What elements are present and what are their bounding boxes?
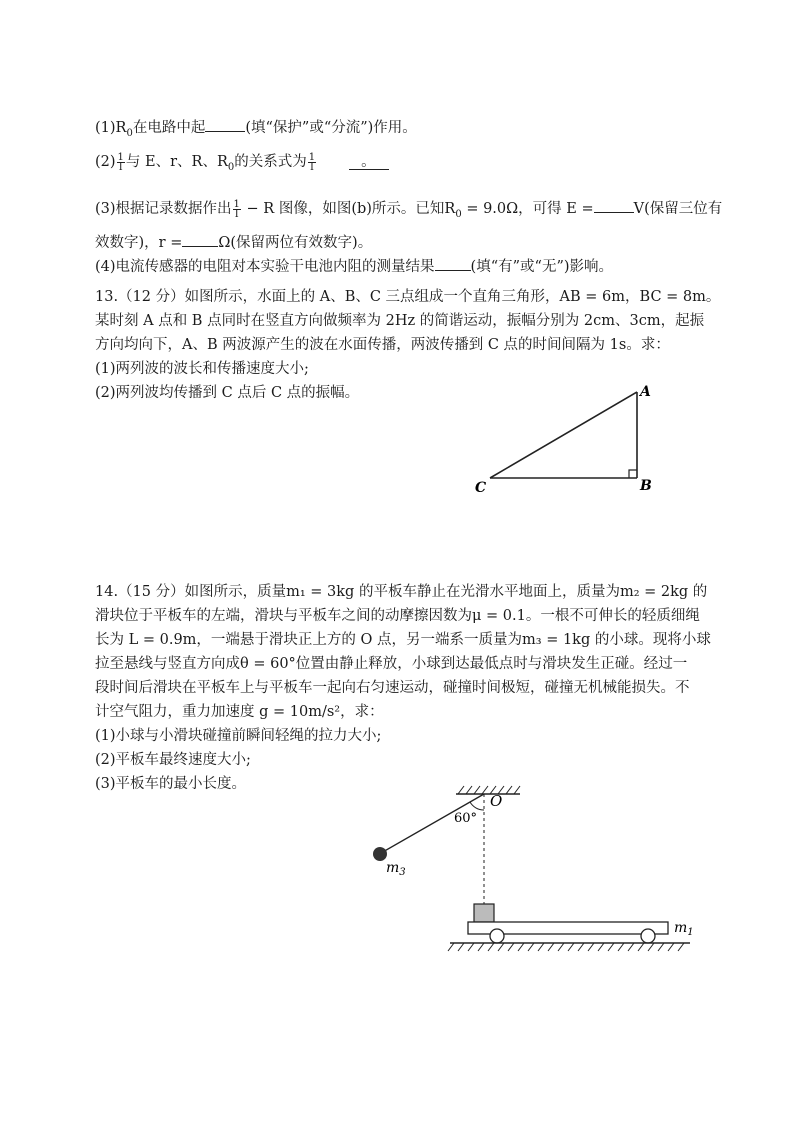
q12-part4: (4)电流传感器的电阻对本实验干电池内阻的测量结果 (填“有”或“无”)影响。 [95,256,715,277]
q12-part2: (2) $\frac{1}{I}$ 与 E、r、R、$R_0$的关系式为 $\frac{1}{I}$ 。 [95,152,715,178]
q12-part3b: 效数字)，r = Ω(保留两位有效数字)。 [95,232,715,253]
q14-line5: 段时间后滑块在平板车上与平板车一起向右匀速运动，碰撞时间极短，碰撞无机械能损失。不 [95,680,690,696]
q13-line3: 方向均向下，A、B 两波源产生的波在水面传播，两波传播到 C 点的时间间隔为 1s。求： [95,337,670,353]
angle-arc [470,802,484,810]
triangle-figure [470,380,670,500]
label-m3: $m_3$ [386,860,406,878]
label-m1: $m_1$ [674,920,694,938]
q12-part1: $(1)R_0$在电路中起 (填“保护”或“分流”)作用。 [95,117,715,144]
q14-line2: 滑块位于平板车的左端，滑块与平板车之间的动摩擦因数为μ = 0.1。一根不可伸长的轻质细绳 [95,608,700,624]
q14-line4: 拉至悬线与竖直方向成θ = 60°位置由静止释放，小球到达最低点时与滑块发生正碰。经过一 [95,656,688,672]
label-o: O [490,792,503,810]
wheel-right [641,929,655,943]
slider-block-m2 [474,904,494,922]
label-a: A [640,384,651,400]
triangle-side-ca [490,392,637,478]
ground-hatch [448,943,684,951]
pendulum-cart-figure [360,780,720,960]
answer-blank[interactable] [349,155,389,170]
q14-line3: 长为 L = 0.9m，一端悬于滑块正上方的 O 点，另一端系一质量为m₃ = 1kg 的小球。现将小球 [95,632,711,648]
wheel-left [490,929,504,943]
fraction: $\frac{1}{I}$ [308,151,316,173]
q14-line7: (1)小球与小滑块碰撞前瞬间轻绳的拉力大小; [95,728,382,744]
label-b: B [640,478,652,494]
label-c: C [475,480,487,496]
q14-line8: (2)平板车最终速度大小; [95,752,251,768]
fraction: $\frac{1}{I}$ [233,198,240,220]
q12-part3a: (3)根据记录数据作出 $\frac{1}{I}$ − R 图像，如图(b)所示。已知$R_0 = 9.0\Omega$，可得 E = V(保留三位有 [95,198,723,220]
q14-line9: (3)平板车的最小长度。 [95,776,247,792]
answer-blank[interactable] [182,232,218,247]
answer-blank[interactable] [594,198,634,213]
ball-m3 [373,847,387,861]
q14-line6: 计空气阻力，重力加速度 g = 10m/s²，求： [95,704,384,720]
right-angle-mark [629,470,637,478]
q13-line1: 13.（12 分）如图所示，水面上的 A、B、C 三点组成一个直角三角形，AB = 6m，BC = 8m。 [95,289,721,305]
ceiling-hatch [458,786,520,794]
q14-line1: 14.（15 分）如图所示，质量m₁ = 3kg 的平板车静止在光滑水平地面上，质量为m₂ = 2kg 的 [95,584,708,600]
q13-line4: (1)两列波的波长和传播速度大小; [95,361,309,377]
label-angle: 60° [454,811,478,826]
fraction: $\frac{1}{I}$ [117,151,124,173]
q13-line5: (2)两列波均传播到 C 点后 C 点的振幅。 [95,385,360,401]
answer-blank[interactable] [205,117,245,132]
q13-line2: 某时刻 A 点和 B 点同时在竖直方向做频率为 2Hz 的简谐运动，振幅分别为 2cm、3cm，起振 [95,313,705,329]
answer-blank[interactable] [435,256,471,271]
